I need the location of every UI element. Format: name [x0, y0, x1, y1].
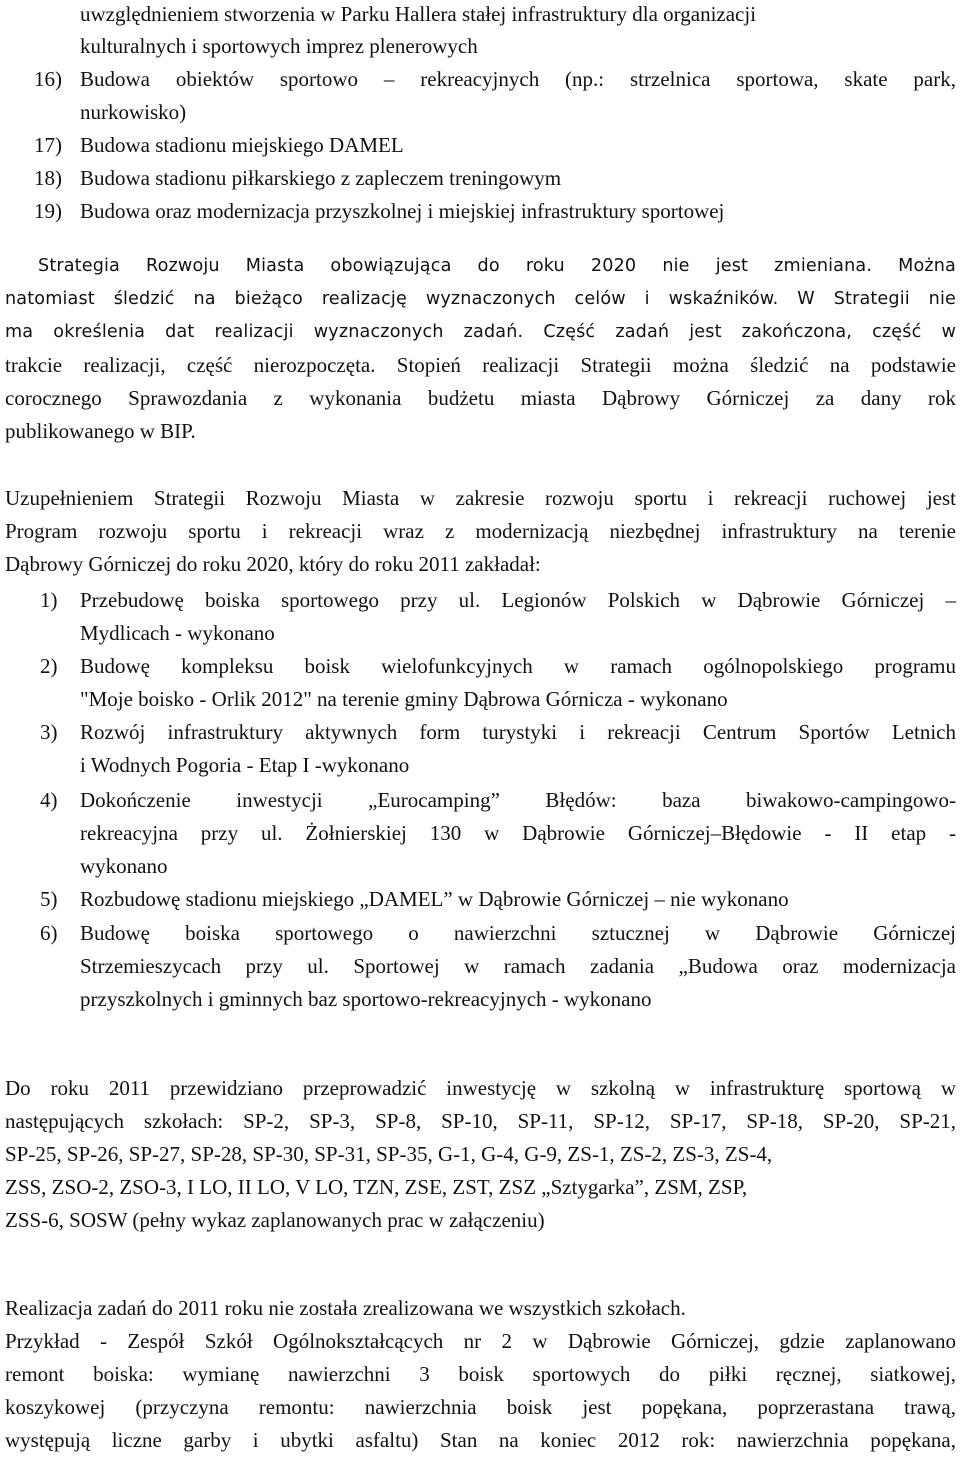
paragraph-line: ZSS-6, SOSW (pełny wykaz zaplanowanych prac w załączeniu) [5, 1208, 545, 1232]
list-item-number: 18) [34, 166, 62, 190]
paragraph-line: ma określenia dat realizacji wyznaczonych zadań. Część zadań jest zakończona, część w [5, 322, 956, 342]
list-item-text: Budowa stadionu piłkarskiego z zapleczem treningowym [80, 166, 562, 190]
paragraph-line: remont boiska: wymianę nawierzchni 3 boisk sportowych do piłki ręcznej, siatkowej, [5, 1362, 956, 1386]
paragraph-line: trakcie realizacji, część nierozpoczęta. Stopień realizacji Strategii można śledzić na podstawie [5, 353, 956, 377]
list-item-continuation: kulturalnych i sportowych imprez plenerowych [80, 34, 478, 58]
list-item-number: 2) [40, 654, 58, 678]
paragraph-line: Przykład - Zespół Szkół Ogólnokształcących nr 2 w Dąbrowie Górniczej, gdzie zaplanowano [5, 1329, 956, 1353]
list-item-text: wykonano [80, 854, 168, 878]
list-item-text: nurkowisko) [80, 100, 187, 124]
paragraph-line: Do roku 2011 przewidziano przeprowadzić inwestycję w szkolną w infrastrukturę sportową w [5, 1076, 956, 1100]
list-item-text: Budowa oraz modernizacja przyszkolnej i miejskiej infrastruktury sportowej [80, 199, 725, 223]
paragraph-line: ZSS, ZSO-2, ZSO-3, I LO, II LO, V LO, TZN, ZSE, ZST, ZSZ „Sztygarka”, ZSM, ZSP, [5, 1175, 748, 1199]
paragraph-line: koszykowej (przyczyna remontu: nawierzchnia boisk jest popękana, poprzerastana trawą, [5, 1395, 956, 1419]
list-item-text: Budowę kompleksu boisk wielofunkcyjnych w ramach ogólnopolskiego programu [80, 654, 956, 678]
list-item-number: 1) [40, 588, 58, 612]
list-item-text: Budowę boiska sportowego o nawierzchni sztucznej w Dąbrowie Górniczej [80, 921, 956, 945]
list-item-number: 16) [34, 67, 62, 91]
paragraph-line: Uzupełnieniem Strategii Rozwoju Miasta w zakresie rozwoju sportu i rekreacji ruchowej jest [5, 486, 956, 510]
list-item-number: 6) [40, 921, 58, 945]
list-item-text: przyszkolnych i gminnych baz sportowo-rekreacyjnych - wykonano [80, 987, 652, 1011]
paragraph-line: Strategia Rozwoju Miasta obowiązująca do roku 2020 nie jest zmieniana. Można [38, 256, 956, 276]
list-item-number: 3) [40, 720, 58, 744]
list-item-text: Rozwój infrastruktury aktywnych form turystyki i rekreacji Centrum Sportów Letnich [80, 720, 956, 744]
paragraph-line: występują liczne garby i ubytki asfaltu) Stan na koniec 2012 rok: nawierzchnia popękana, [5, 1428, 956, 1452]
list-item-text: Strzemieszycach przy ul. Sportowej w ramach zadania „Budowa oraz modernizacja [80, 954, 956, 978]
list-item-text: Budowa stadionu miejskiego DAMEL [80, 133, 404, 157]
list-item-number: 5) [40, 887, 58, 911]
paragraph-line: następujących szkołach: SP-2, SP-3, SP-8, SP-10, SP-11, SP-12, SP-17, SP-18, SP-20, SP-21, [5, 1109, 956, 1133]
list-item-text: Przebudowę boiska sportowego przy ul. Legionów Polskich w Dąbrowie Górniczej – [80, 588, 956, 612]
list-item-number: 19) [34, 199, 62, 223]
list-item-text: Dokończenie inwestycji „Eurocamping” Błędów: baza biwakowo-campingowo- [80, 788, 956, 812]
list-item-text: Mydlicach - wykonano [80, 621, 275, 645]
paragraph-line: SP-25, SP-26, SP-27, SP-28, SP-30, SP-31, SP-35, G-1, G-4, G-9, ZS-1, ZS-2, ZS-3, ZS-4, [5, 1142, 773, 1166]
list-item-continuation: uwzględnieniem stworzenia w Parku Hallera stałej infrastruktury dla organizacji [80, 2, 757, 26]
list-item-text: i Wodnych Pogoria - Etap I -wykonano [80, 753, 410, 777]
paragraph-line: natomiast śledzić na bieżąco realizację wyznaczonych celów i wskaźników. W Strategii nie [5, 289, 956, 309]
list-item-number: 17) [34, 133, 62, 157]
list-item-text: "Moje boisko - Orlik 2012" na terenie gminy Dąbrowa Górnicza - wykonano [80, 687, 728, 711]
paragraph-line: publikowanego w BIP. [5, 419, 196, 443]
paragraph-line: corocznego Sprawozdania z wykonania budżetu miasta Dąbrowy Górniczej za dany rok [5, 386, 956, 410]
list-item-text: Budowa obiektów sportowo – rekreacyjnych (np.: strzelnica sportowa, skate park, [80, 67, 956, 91]
list-item-number: 4) [40, 788, 58, 812]
list-item-text: Rozbudowę stadionu miejskiego „DAMEL” w Dąbrowie Górniczej – nie wykonano [80, 887, 789, 911]
list-item-text: rekreacyjna przy ul. Żołnierskiej 130 w Dąbrowie Górniczej–Błędowie - II etap - [80, 821, 956, 845]
paragraph-line: Program rozwoju sportu i rekreacji wraz z modernizacją niezbędnej infrastruktury na terenie [5, 519, 956, 543]
paragraph-line: Realizacja zadań do 2011 roku nie została zrealizowana we wszystkich szkołach. [5, 1296, 686, 1320]
paragraph-line: Dąbrowy Górniczej do roku 2020, który do roku 2011 zakładał: [5, 552, 541, 576]
